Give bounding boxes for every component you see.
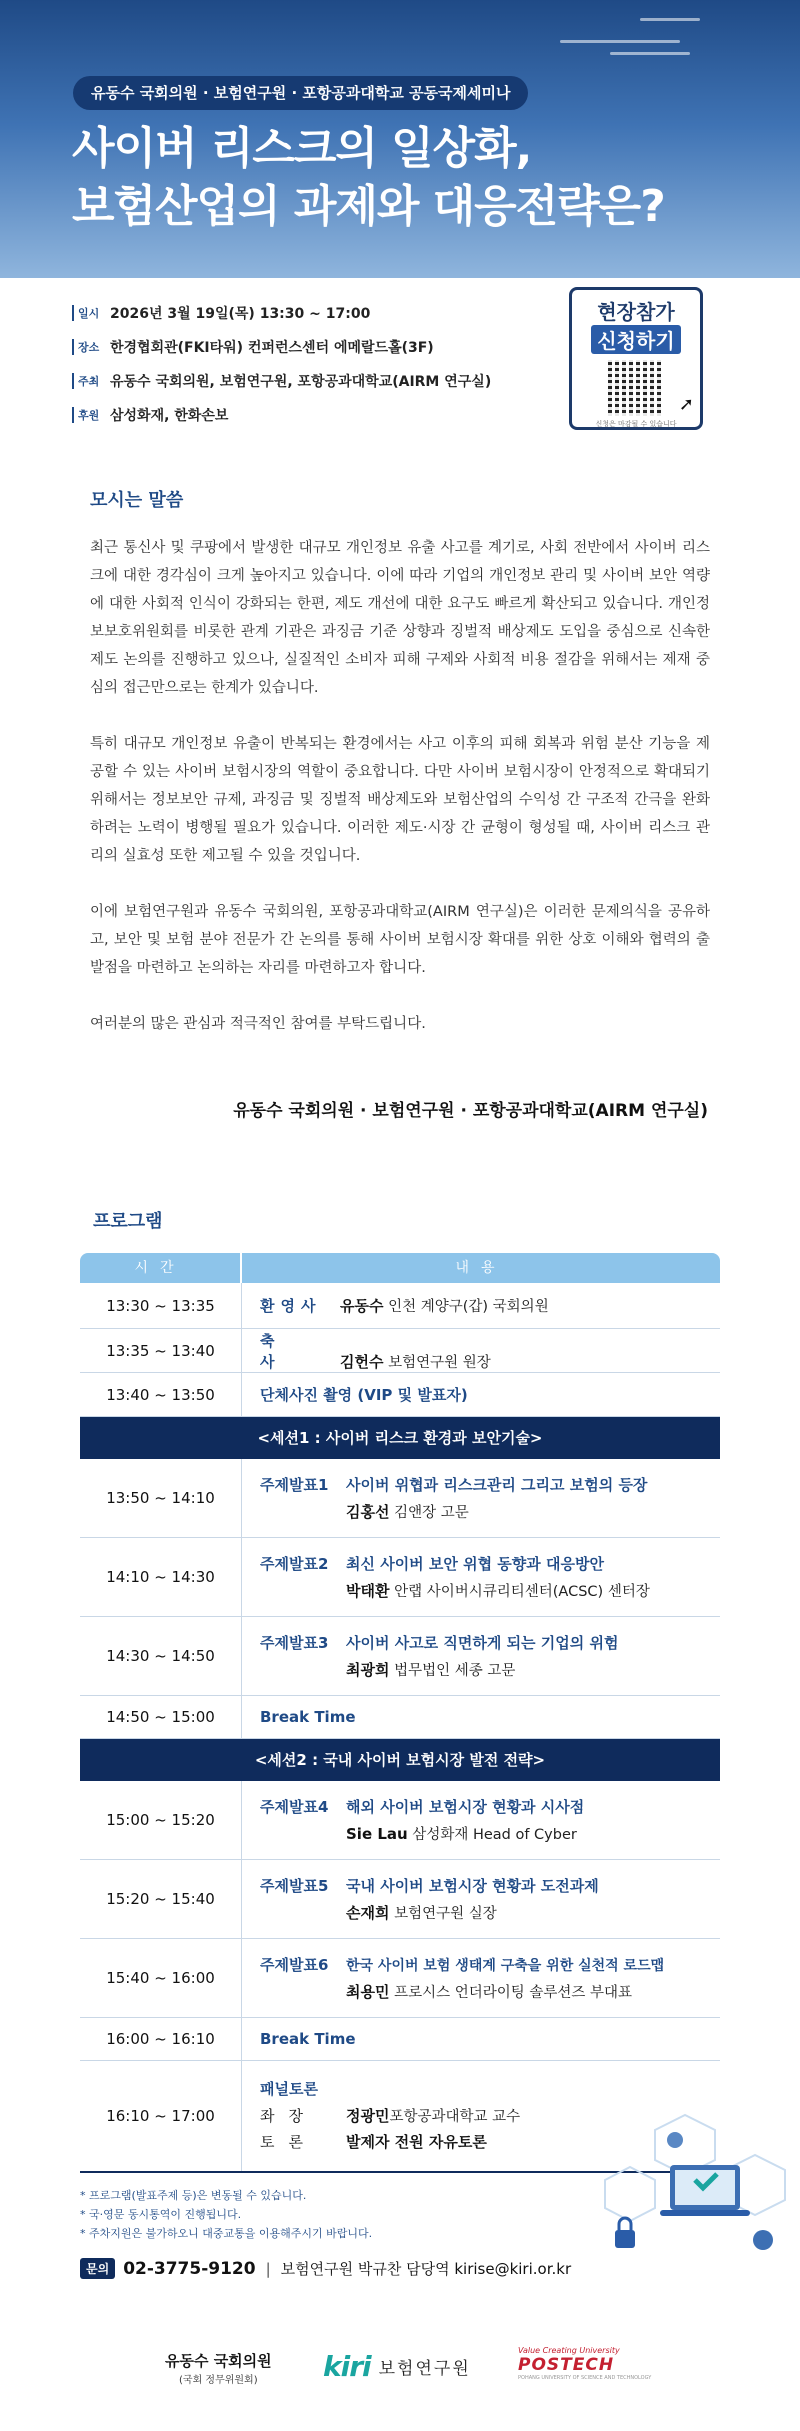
light-streak	[560, 40, 680, 43]
event-info	[72, 296, 491, 432]
greeting-body	[90, 534, 710, 1066]
row-time: 13:40 ~ 13:50	[80, 1373, 242, 1416]
program-notes	[80, 2186, 372, 2243]
speaker-name: 김헌수	[340, 1352, 384, 1371]
row-time: 16:00 ~ 16:10	[80, 2018, 242, 2060]
photo-session: 단체사진 촬영 (VIP 및 발표자)	[260, 1386, 468, 1404]
break-time: Break Time	[260, 2030, 356, 2048]
speaker-name: 손재희	[346, 1904, 390, 1922]
row-time: 16:10 ~ 17:00	[80, 2061, 242, 2171]
row-role: 환영사	[260, 1297, 322, 1315]
qr-code-icon[interactable]	[608, 360, 664, 416]
row-content	[242, 1373, 720, 1416]
greeting-paragraph: 여러분의 많은 관심과 적극적인 참여를 부탁드립니다.	[90, 1016, 426, 1032]
hero-banner	[0, 0, 800, 278]
row-content	[242, 1696, 720, 1738]
row-content	[242, 1781, 720, 1859]
info-label: 후원	[72, 407, 110, 423]
speaker-affiliation: 삼성화재 Head of Cyber	[407, 1827, 577, 1843]
table-row	[80, 1538, 720, 1617]
light-streak	[610, 52, 690, 55]
registration-qr-button[interactable]	[569, 287, 703, 430]
table-row	[80, 2018, 720, 2061]
speaker-name: 김홍선	[346, 1503, 390, 1521]
title-line-1: 사이버 리스크의 일상화,	[72, 123, 532, 174]
table-row	[80, 1283, 720, 1329]
panel-title: 패널토론	[260, 2079, 318, 2098]
info-row-date	[72, 296, 491, 330]
program-header	[80, 1253, 720, 1283]
light-streak	[640, 18, 700, 21]
info-value: 2026년 3월 19일(목) 13:30 ~ 17:00	[110, 306, 371, 322]
table-row	[80, 1459, 720, 1538]
info-value: 삼성화재, 한화손보	[110, 408, 229, 424]
discussion-role: 토론	[260, 2133, 317, 2151]
kiri-logo	[323, 2350, 471, 2383]
row-time: 14:50 ~ 15:00	[80, 1696, 242, 1738]
row-time: 15:40 ~ 16:00	[80, 1939, 242, 2017]
session-2-header: <세션2 : 국내 사이버 보험시장 발전 전략>	[80, 1739, 720, 1781]
row-time: 14:10 ~ 14:30	[80, 1538, 242, 1616]
contact-separator: |	[265, 2259, 271, 2278]
row-content	[242, 1538, 720, 1616]
row-time: 14:30 ~ 14:50	[80, 1617, 242, 1695]
contact-phone[interactable]: 02-3775-9120	[123, 2258, 256, 2279]
postech-name: POSTECH	[518, 2355, 615, 2375]
speaker-affiliation: 안랩 사이버시큐리티센터(ACSC) 센터장	[389, 1584, 650, 1600]
program-table	[80, 1253, 720, 2173]
chair-name: 정광민	[346, 2107, 390, 2125]
topic-title: 국내 사이버 보험시장 현황과 도전과제	[346, 1877, 599, 1895]
table-row	[80, 1781, 720, 1860]
break-time: Break Time	[260, 1708, 356, 1726]
info-value: 유동수 국회의원, 보험연구원, 포항공과대학교(AIRM 연구실)	[110, 374, 492, 390]
postech-fullname: POHANG UNIVERSITY OF SCIENCE AND TECHNOLOGY	[518, 2375, 652, 2381]
note-line: * 국·영문 동시통역이 진행됩니다.	[80, 2208, 242, 2221]
note-line: * 프로그램(발표주제 등)은 변동될 수 있습니다.	[80, 2189, 307, 2202]
signature: 유동수 국회의원 · 보험연구원 · 포항공과대학교(AIRM 연구실)	[233, 1101, 708, 1121]
discussion-text: 발제자 전원 자유토론	[346, 2133, 487, 2151]
row-content	[242, 2018, 720, 2060]
page-title	[72, 120, 665, 236]
table-row	[80, 1860, 720, 1939]
cyber-security-illustration	[595, 2110, 795, 2260]
registration-note: 신청은 마감될 수 있습니다	[595, 420, 677, 428]
topic-label: 주제발표5	[260, 1877, 329, 1895]
table-row	[80, 1373, 720, 1417]
table-row	[80, 1617, 720, 1696]
logo1-sub: (국회 정무위원회)	[179, 2375, 258, 2386]
row-content	[242, 1459, 720, 1537]
contact-email[interactable]: 보험연구원 박규찬 담당역 kirise@kiri.or.kr	[280, 2260, 572, 2278]
contact-info	[80, 2258, 571, 2279]
speaker-affiliation: 김앤장 고문	[389, 1505, 469, 1521]
speaker-affiliation: 인천 계양구(갑) 국회의원	[383, 1299, 549, 1315]
row-role: 축사	[260, 1331, 303, 1371]
speaker-name: 최광희	[346, 1661, 390, 1679]
program-title: 프로그램	[93, 1211, 163, 1232]
topic-label: 주제발표2	[260, 1555, 329, 1573]
topic-title: 해외 사이버 보험시장 현황과 시사점	[346, 1798, 585, 1816]
info-row-venue	[72, 330, 491, 364]
topic-title: 사이버 사고로 직면하게 되는 기업의 위험	[346, 1634, 619, 1652]
speaker-affiliation: 보험연구원 원장	[383, 1354, 491, 1371]
greeting-paragraph: 특히 대규모 개인정보 유출이 반복되는 환경에서는 사고 이후의 피해 회복과 위험 분산 기능을 제공할 수 있는 사이버 보험시장의 역할이 중요합니다. 다만 사이버 보험시장이 안정적으로 확대되기 위해서는 정보보안 규제, 과징금 및 징벌적 배상제도와 보험산업의 수익성 간 구조적 간극을 완화하려는 노력이 병행될 필요가 있습니다. 이러한 제도·시장 간 균형이 형성될 때, 사이버 리스크 관리의 실효성 또한 제고될 수 있을 것입니다.	[90, 736, 710, 864]
topic-label: 주제발표4	[260, 1798, 329, 1816]
chair-role: 좌장	[260, 2107, 317, 2125]
row-content	[242, 1860, 720, 1938]
info-value: 한경협회관(FKI타워) 컨퍼런스센터 에메랄드홀(3F)	[110, 340, 434, 356]
row-content	[242, 1329, 720, 1372]
registration-line-1: 현장참가	[597, 300, 675, 324]
topic-title: 한국 사이버 보험 생태계 구축을 위한 실천적 로드맵	[346, 1958, 665, 1974]
header-content: 내용	[455, 1260, 507, 1276]
topic-label: 주제발표1	[260, 1476, 329, 1494]
info-label: 주최	[72, 373, 110, 389]
row-time: 15:00 ~ 15:20	[80, 1781, 242, 1859]
postech-slogan: Value Creating University	[518, 2346, 620, 2355]
hexagon-shape	[605, 2167, 655, 2221]
topic-title: 사이버 위협과 리스크관리 그리고 보험의 등장	[346, 1476, 648, 1494]
node-icon	[753, 2230, 773, 2250]
cursor-icon: ➚	[678, 394, 694, 415]
speaker-name: 최용민	[346, 1983, 390, 2001]
row-time: 13:30 ~ 13:35	[80, 1283, 242, 1328]
speaker-affiliation: 프로시스 언더라이팅 솔루션즈 부대표	[389, 1985, 633, 2001]
info-label: 일시	[72, 305, 110, 321]
seminar-badge: 유동수 국회의원 · 보험연구원 · 포항공과대학교 공동국제세미나	[73, 76, 528, 110]
node-icon	[667, 2132, 683, 2148]
info-label: 장소	[72, 339, 110, 355]
note-line: * 주차지원은 불가하오니 대중교통을 이용해주시기 바랍니다.	[80, 2227, 373, 2240]
table-row	[80, 1939, 720, 2018]
assemblyman-logo	[165, 2350, 272, 2386]
logo1-name: 유동수 국회의원	[165, 2352, 272, 2370]
row-content	[242, 1939, 720, 2017]
kiri-text: 보험연구원	[378, 2359, 471, 2379]
registration-line-2: 신청하기	[591, 325, 680, 354]
speaker-name: 유동수	[340, 1297, 384, 1315]
row-content	[242, 1283, 720, 1328]
row-time: 13:35 ~ 13:40	[80, 1329, 242, 1372]
info-row-host	[72, 364, 491, 398]
table-row	[80, 1329, 720, 1373]
contact-tag: 문의	[80, 2258, 115, 2279]
greeting-paragraph: 최근 통신사 및 쿠팡에서 발생한 대규모 개인정보 유출 사고를 계기로, 사회 전반에서 사이버 리스크에 대한 경각심이 크게 높아지고 있습니다. 이에 따라 기업의 개인정보 관리 및 사이버 보안 역량에 대한 사회적 인식이 강화되는 한편, 제도 개선에 대한 요구도 빠르게 확산되고 있습니다. 개인정보보호위원회를 비롯한 관계 기관은 과징금 기준 상향과 징벌적 배상제도 도입을 중심으로 신속한 제도 논의를 진행하고 있으나, 실질적인 소비자 피해 구제와 사회적 비용 절감을 위해서는 제재 중심의 접근만으로는 한계가 있습니다.	[90, 540, 710, 696]
speaker-name: Sie Lau	[346, 1825, 408, 1843]
speaker-affiliation: 보험연구원 실장	[389, 1906, 497, 1922]
table-row	[80, 1696, 720, 1739]
row-time: 15:20 ~ 15:40	[80, 1860, 242, 1938]
chair-affiliation: 포항공과대학교 교수	[389, 2109, 521, 2125]
info-row-sponsor	[72, 398, 491, 432]
speaker-affiliation: 법무법인 세종 고문	[389, 1663, 516, 1679]
kiri-mark: kiri	[323, 2350, 371, 2383]
row-content	[242, 1617, 720, 1695]
title-line-2: 보험산업의 과제와 대응전략은?	[72, 181, 665, 232]
topic-title: 최신 사이버 보안 위협 동향과 대응방안	[346, 1555, 604, 1573]
greeting-paragraph: 이에 보험연구원과 유동수 국회의원, 포항공과대학교(AIRM 연구실)은 이러한 문제의식을 공유하고, 보안 및 보험 분야 전문가 간 논의를 통해 사이버 보험시장 확대를 위한 상호 이해와 협력의 출발점을 마련하고 논의하는 자리를 마련하고자 합니다.	[90, 904, 710, 976]
greeting-title: 모시는 말씀	[90, 490, 184, 511]
session-1-header: <세션1 : 사이버 리스크 환경과 보안기술>	[80, 1417, 720, 1459]
row-time: 13:50 ~ 14:10	[80, 1459, 242, 1537]
topic-label: 주제발표6	[260, 1956, 329, 1974]
postech-logo	[518, 2346, 651, 2381]
header-time: 시간	[80, 1253, 242, 1283]
topic-label: 주제발표3	[260, 1634, 329, 1652]
speaker-name: 박태환	[346, 1582, 390, 1600]
lock-icon	[615, 2230, 635, 2248]
